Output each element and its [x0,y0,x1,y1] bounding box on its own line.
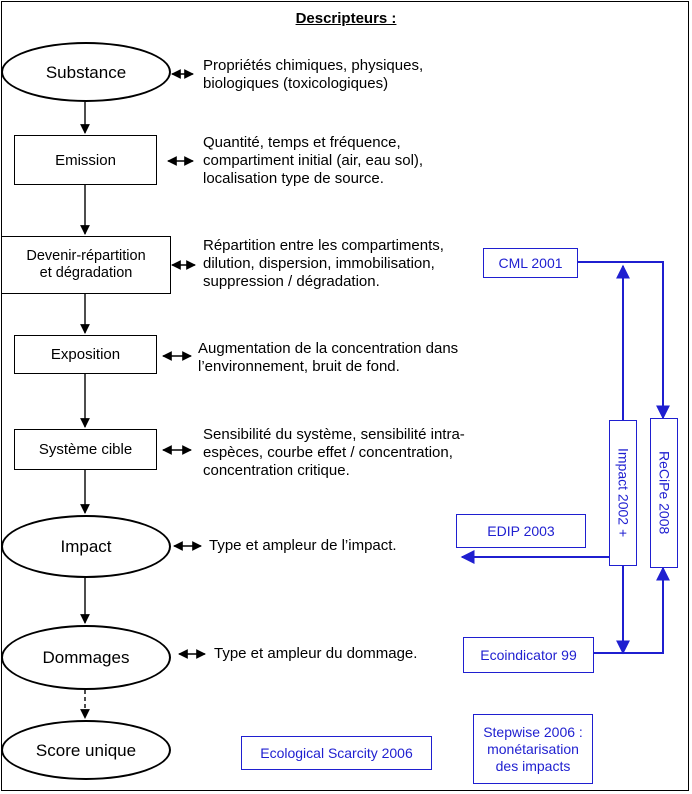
desc-impact: Type et ampleur de l’impact. [209,537,397,554]
method-cml-2001: CML 2001 [483,248,578,278]
cml-to-recipe-line [578,262,663,418]
node-substance: Substance [1,42,171,102]
method-stepwise-2006: Stepwise 2006 : monétarisation des impacts [473,714,593,784]
desc-substance: Propriétés chimiques, physiques, biologiques (toxicologiques) [203,57,424,92]
node-emission: Emission [14,135,157,185]
node-impact: Impact [1,515,171,578]
method-ecological-scarcity-2006: Ecological Scarcity 2006 [241,736,432,770]
node-devenir: Devenir-répartition et dégradation [1,236,171,294]
method-ecoindicator-99: Ecoindicator 99 [463,637,594,673]
method-edip-2003: EDIP 2003 [456,514,586,548]
desc-dommages: Type et ampleur du dommage. [214,645,418,662]
desc-exposition: Augmentation de la concentration dans l’environnement, bruit de fond. [198,340,459,375]
node-dommages: Dommages [1,625,171,690]
method-recipe-2008: ReCiPe 2008 [650,418,678,568]
impact2002-to-edip-line [462,557,623,566]
desc-systeme: Sensibilité du système, sensibilité intra- espèces, courbe effet / concentration, concentration critique. [203,426,465,479]
node-systeme-cible: Système cible [14,429,157,470]
node-exposition: Exposition [14,335,157,374]
desc-devenir: Répartition entre les compartiments, dilution, dispersion, immobilisation, suppression / dégradation. [203,237,444,290]
diagram-title: Descripteurs : [295,10,397,27]
desc-emission: Quantité, temps et fréquence, compartiment initial (air, eau sol), localisation type de source. [203,134,424,187]
node-score-unique: Score unique [1,720,171,780]
method-impact-2002-plus: Impact 2002 + [609,420,637,566]
ecoindicator-to-recipe-line [594,568,663,653]
